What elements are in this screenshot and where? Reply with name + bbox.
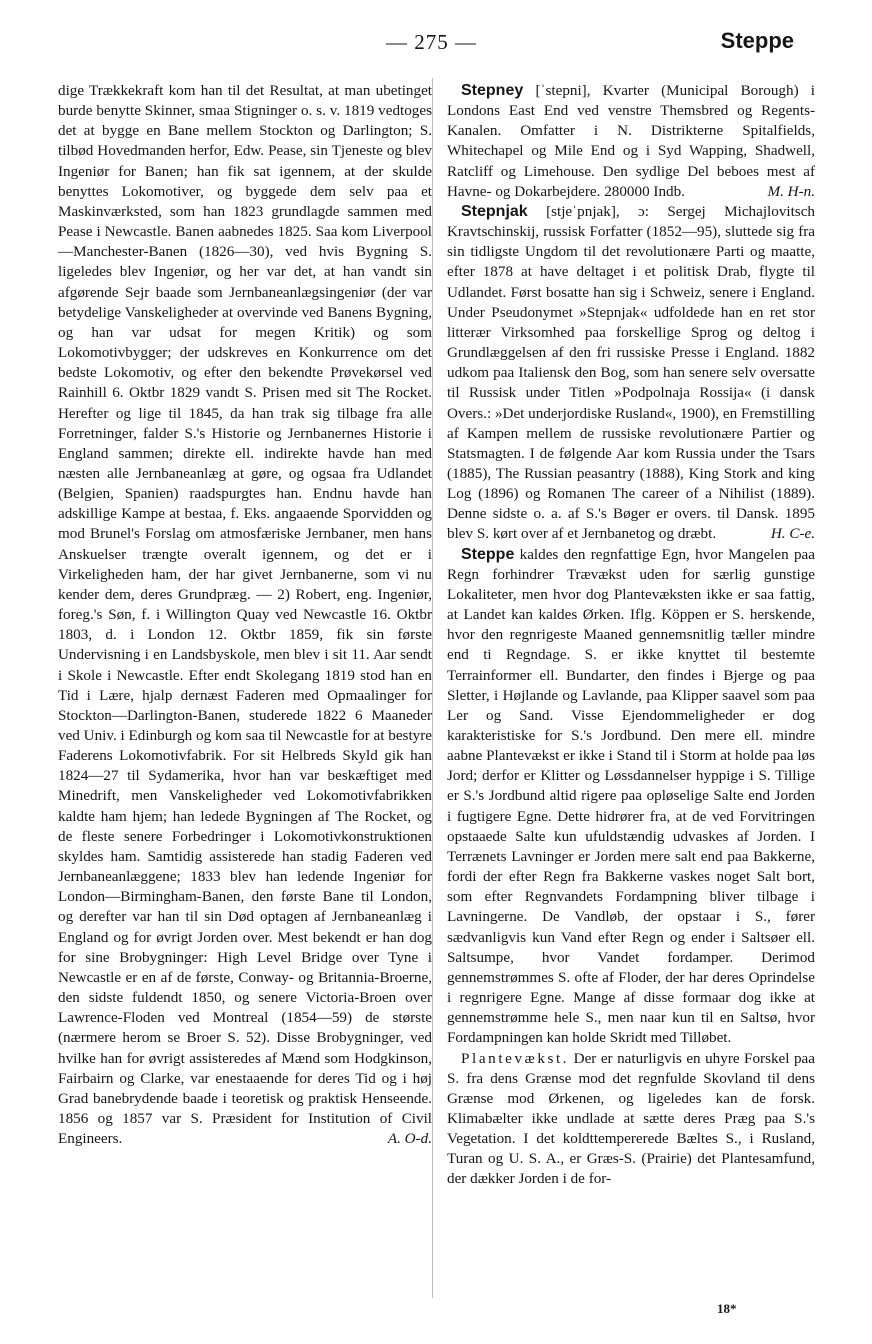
robert-stephenson-continued	[58, 81, 432, 1149]
stepney-body: [ˈstepni], Kvarter (Municipal Borough) i Londons East End ved venstre Themsbred og Regents-Kanalen. Omfatter i N. Distrikterne Spitalfields, Whitechapel og Mile End og i Syd Wapping, Shadwell, Ratcliff og Limehouse. Den sydlige Del beboes mest af Havne- og Dokarbejdere. 280000 Indb.	[447, 82, 815, 200]
author-signature: M. H-n.	[767, 182, 815, 200]
steppe-body: kaldes den regnfattige Egn, hvor Mangelen paa Regn forhindrer Trævækst uden for særlig gunstige Lokaliteter, men hvor dog Plantevæksten ikke er saa fattig, at Landet kan kaldes Ørken. Iflg. Köppen er S. herskende, hvor den regnrigeste Maaned gennemsnitlig tæller mindre end ti Regndage. S. er ikke knyttet til bestemte Terrainformer ell. Bundarter, den findes i Bjerge og paa Sletter, i Højlande og Lavlande, paa Klipper saavel som paa Ler og Sand. Visse Ejendommeligheder er dog karakteristiske for S.'s Jordbund. Den mere ell. mindre aabne Plantevækst er ikke i Stand til i Storm at holde paa løs Jord; derfor er Klitter og Løssdannelser hyppige i S. Tillige er S.'s Jordbund altid rigere paa opløselige Salte end Jorden i fugtigere Egne. Dette hidrører fra, at de ved Forvitringen opstaaede Salte kun ufuldstændig udvaskes af Jorden. I Terrænets Lavninger er Jorden mere salt end paa Bakkerne, fordi der efter Regn fra Bakkerne vaskes noget Salt bort, som efter Regnvandets Fordampning bliver tilbage i Lavningerne. De Vandløb, der opstaar i S., fører sædvanligvis kun Vand efter Regn og ender i Saltsøer ell. Saltsumpe, hvor Vandet fordamper. Derimod gennemstrømmes S. ofte af Floder, der har deres Oprindelse i regnrigere Egne. Mange af disse formaar dog ikke at gennemstrømme hele S., men naar kun til en Saltsø, hvor Fordampningen kan holde Skridt med Tilløbet.	[447, 545, 815, 1047]
headword-stepney: Stepney	[461, 82, 524, 99]
author-signature: A. O-d.	[387, 1130, 432, 1148]
plantevaekst-body: Der er naturligvis en uhyre Forskel paa S. fra dens Grænse mod det regnfulde Skovland til dens Grænse mod Ørkenen, og ligeledes kan de forsk. Klimabælter ikke undlade at sætte deres Præg paa S.'s Vegetation. I det koldttempererede Bæltes S., i Rusland, Turan og U. S. A., er Græs-S. (Prairie) det Plantesamfund, der dækker Jorden i de for-	[447, 1049, 815, 1188]
running-head: Steppe	[720, 28, 794, 53]
section-plantevaekst	[447, 1049, 815, 1190]
stepnjak-body: [stjeˈpnjak], ɔ: Sergej Michajlovitsch Kravtschinskij, russisk Forfatter (1852—95), sluttede sig fra sin tidligste Ungdom til det revolutionære Parti og maatte, efter 1878 at have deltaget i et politisk Drab, flygte til Udlandet. Først bosatte han sig i Schweiz, senere i England. Under Pseudonymet »Stepnjak« udfoldede han en ret stor litterær Virksomhed paa forskellige Sprog og deltog i Grundlæggelsen af den fri russiske Presse i England. 1882 udkom paa Italiensk den Bog, som han senere selv oversatte til Russisk under Titlen »Podpolnaja Rossija« (i dansk Overs.: »Det underjordiske Rusland«, 1900), en Fremstilling af Kampen mellem de russiske revolutionære Partier og Statsmagten. I de følgende Aar kom Russia under the Tsars (1885), The Russian peasantry (1888), King Stork and king Log (1896) og Romanen The career of a Nihilist (1889). Denne sidste o. a. af S.'s Bøger er overs. til Dansk. 1895 blev S. kørt over af et Jernbanetog og dræbt.	[447, 202, 815, 543]
column-divider	[432, 78, 433, 1298]
sheet-signature: 18*	[717, 1301, 737, 1316]
page-number: — 275 —	[386, 30, 477, 54]
page-header	[0, 26, 872, 66]
headword-steppe: Steppe	[461, 545, 515, 563]
author-signature: H. C-e.	[770, 525, 815, 543]
subhead-plantevaekst: Plantevækst.	[461, 1049, 570, 1067]
entry-stepney	[447, 81, 815, 202]
left-column	[58, 81, 432, 1149]
entry-steppe	[447, 545, 815, 1049]
left-paragraph-text: dige Trækkekraft kom han til det Resultat, at man ubetinget burde benytte Skinner, smaa Stigninger o. s. v. 1819 vedtoges det at bygge en Bane mellem Stockton og Darlington; S. tilbød Hovedmanden herfor, Edw. Pease, sin Tjeneste og blev Ingeniør for Banen; han fik sat igennem, at der skulde benyttes Lokomotiver, og byggede dem selv paa et Maskinværksted, som han 1823 grundlagde sammen med Pease i Newcastle. Banen aabnedes 1825. Saa kom Liverpool—Manchester-Banen (1826—30), ved hvis Bygning S. ligeledes blev Ingeniør, og her var det, at han vandt sin afgørende Sejr baade som Jernbaneanlægsingeniør (der var betydelige Vanskeligheder at overvinde ved Banens Bygning, og han var udsat for megen Kritik) og som Lokomotivbygger; der udskreves en Konkurrence om det bedste Lokomotiv, og efter den bekendte Prøvekørsel ved Rainhill 6. Oktbr 1829 vandt S. Prisen med sit The Rocket. Herefter og lige til 1845, da han trak sig tilbage fra alle Forretninger, falder S.'s Historie og Jernbanernes Historie i England sammen; direkte ell. indirekte havde han med næsten alle Jernbaneanlæg at gøre, og ogsaa fra Udlandet (Belgien, Spanien) raadspurgtes han. Endnu havde han adskillige Kampe at bestaa, f. Eks. angaaende Sporvidden og mod Brunel's Forslag om atmosfæriske Jernbaner, men hans Anskuelser trængte overalt igennem, og det er i Virkeligheden ham, der har givet Jernbanerne, som vi nu kender dem, deres Grundpræg. — 2) Robert, eng. Ingeniør, foreg.'s Søn, f. i Willington Quay ved Newcastle 16. Oktbr 1803, d. i London 12. Oktbr 1859, fik sin første Undervisning i en Landsbyskole, men blev i sit 11. Aar sendt i Skole i Newcastle. Efter endt Skolegang 1819 stod han en Tid i Lære, hjalp dernæst Faderen med Opmaalinger for Stockton—Darlington-Banen, studerede 1822 6 Maaneder ved Univ. i Edinburgh og kom saa til Newcastle for at bestyre Faderens Lokomotivfabrik. For sit Helbreds Skyld gik han 1824—27 til Sydamerika, hvor han var beskæftiget med Minedrift, men Vanskeligheder ved Lokomotivfabrikken kaldte ham hjem; han ledede Bygningen af The Rocket, og de fleste senere Forbedringer i Lokomotivkonstruktionen skyldes ham. Samtidig assisterede han stadig Faderen ved Jernbaneanlæggene; 1833 blev han ledende Ingeniør for London—Birmingham-Banen, den første Bane til London, og derefter var han til sin Død optagen af Jernbaneanlæg i England og for øvrigt Jorden over. Mest bekendt er han dog for sine Brobygninger: High Level Bridge over Tyne i Newcastle er en af de første, Conway- og Britannia-Broerne, den sidste fuldendt 1850, og senere Victoria-Broen over Lawrence-Floden ved Montreal (1854—59) de største (nærmere herom se Broer S. 52). Disse Brobygninger, ved hvilke han for øvrigt assisteredes af Mænd som Hodgkinson, Fairbairn og Clarke, var enestaaende for deres Tid og i høj Grad banebrydende baade i teoretisk og praktisk Henseende. 1856 og 1857 var S. Præsident for Institution of Civil Engineers.	[58, 82, 432, 1148]
right-column	[447, 81, 815, 1190]
entry-stepnjak	[447, 202, 815, 545]
headword-stepnjak: Stepnjak	[461, 202, 528, 220]
